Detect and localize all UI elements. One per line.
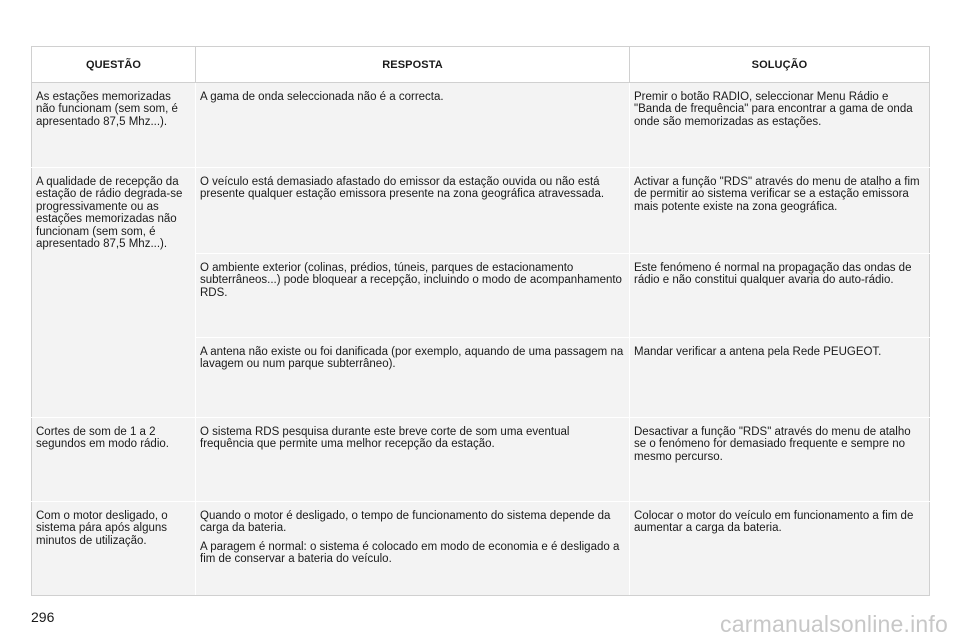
question-text: As estações memorizadas não funcionam (sem som, é apresentado 87,5 Mhz...).	[36, 91, 178, 128]
answer-text: A paragem é normal: o sistema é colocado em modo de economia e é desligado a fim de conservar a bateria do veículo.	[200, 540, 620, 566]
question-cell	[32, 502, 196, 596]
question-cell	[32, 83, 196, 168]
answer-text: Quando o motor é desligado, o tempo de funcionamento do sistema depende da carga da bateria.	[200, 510, 611, 535]
solution-text: Premir o botão RADIO, seleccionar Menu Rádio e "Banda de frequência" para encontrar a gama de onda onde são memorizadas as estações.	[634, 91, 913, 128]
page-number: 296	[31, 609, 55, 625]
faq-table	[31, 46, 930, 596]
question-text: Cortes de som de 1 a 2 segundos em modo rádio.	[36, 426, 169, 451]
solution-cell	[630, 254, 930, 338]
answer-text: O ambiente exterior (colinas, prédios, túneis, parques de estacionamento subterrâneos...) pode bloquear a recepção, incluindo o modo de acompanhamento RDS.	[200, 262, 622, 299]
solution-cell	[630, 83, 930, 168]
answer-text: A gama de onda seleccionada não é a correcta.	[200, 91, 444, 103]
solution-text: Colocar o motor do veículo em funcionamento a fim de aumentar a carga da bateria.	[634, 510, 914, 535]
answer-cell	[196, 418, 630, 502]
table-row	[32, 83, 930, 168]
question-cell	[32, 168, 196, 418]
solution-cell	[630, 418, 930, 502]
header-question: QUESTÃO	[32, 47, 196, 83]
question-cell	[32, 418, 196, 502]
watermark: carmanualsonline.info	[720, 611, 948, 637]
answer-cell	[196, 502, 630, 596]
answer-cell	[196, 338, 630, 418]
answer-text: O sistema RDS pesquisa durante este breve corte de som uma eventual frequência que permite uma melhor recepção da estação.	[200, 426, 570, 451]
header-answer: RESPOSTA	[196, 47, 630, 83]
solution-cell	[630, 168, 930, 254]
answer-text: A antena não existe ou foi danificada (por exemplo, aquando de uma passagem na lavagem ou num parque subterrâneo).	[200, 346, 624, 371]
solution-text: Este fenómeno é normal na propagação das ondas de rádio e não constitui qualquer avaria do auto-rádio.	[634, 262, 912, 287]
table-row	[32, 502, 930, 596]
table-row	[32, 168, 930, 254]
solution-cell	[630, 338, 930, 418]
solution-cell	[630, 502, 930, 596]
table-row	[32, 418, 930, 502]
answer-cell	[196, 83, 630, 168]
answer-text: O veículo está demasiado afastado do emissor da estação ouvida ou não está presente qualquer estação emissora presente na zona geográfica atravessada.	[200, 176, 605, 201]
solution-text: Mandar verificar a antena pela Rede PEUGEOT.	[634, 346, 882, 358]
question-text: Com o motor desligado, o sistema pára após alguns minutos de utilização.	[36, 510, 168, 547]
answer-cell	[196, 254, 630, 338]
solution-text: Desactivar a função "RDS" através do menu de atalho se o fenómeno for demasiado frequente e sempre no mesmo percurso.	[634, 426, 911, 463]
table-header-row	[32, 47, 930, 83]
solution-text: Activar a função "RDS" através do menu de atalho a fim de permitir ao sistema verificar se a estação emissora mais potente existe na zona geográfica.	[634, 176, 920, 213]
header-solution: SOLUÇÃO	[630, 47, 930, 83]
question-text: A qualidade de recepção da estação de rádio degrada-se progressivamente ou as estações memorizadas não funcionam (sem som, é apresentado 87,5 Mhz...).	[36, 176, 183, 251]
answer-cell	[196, 168, 630, 254]
